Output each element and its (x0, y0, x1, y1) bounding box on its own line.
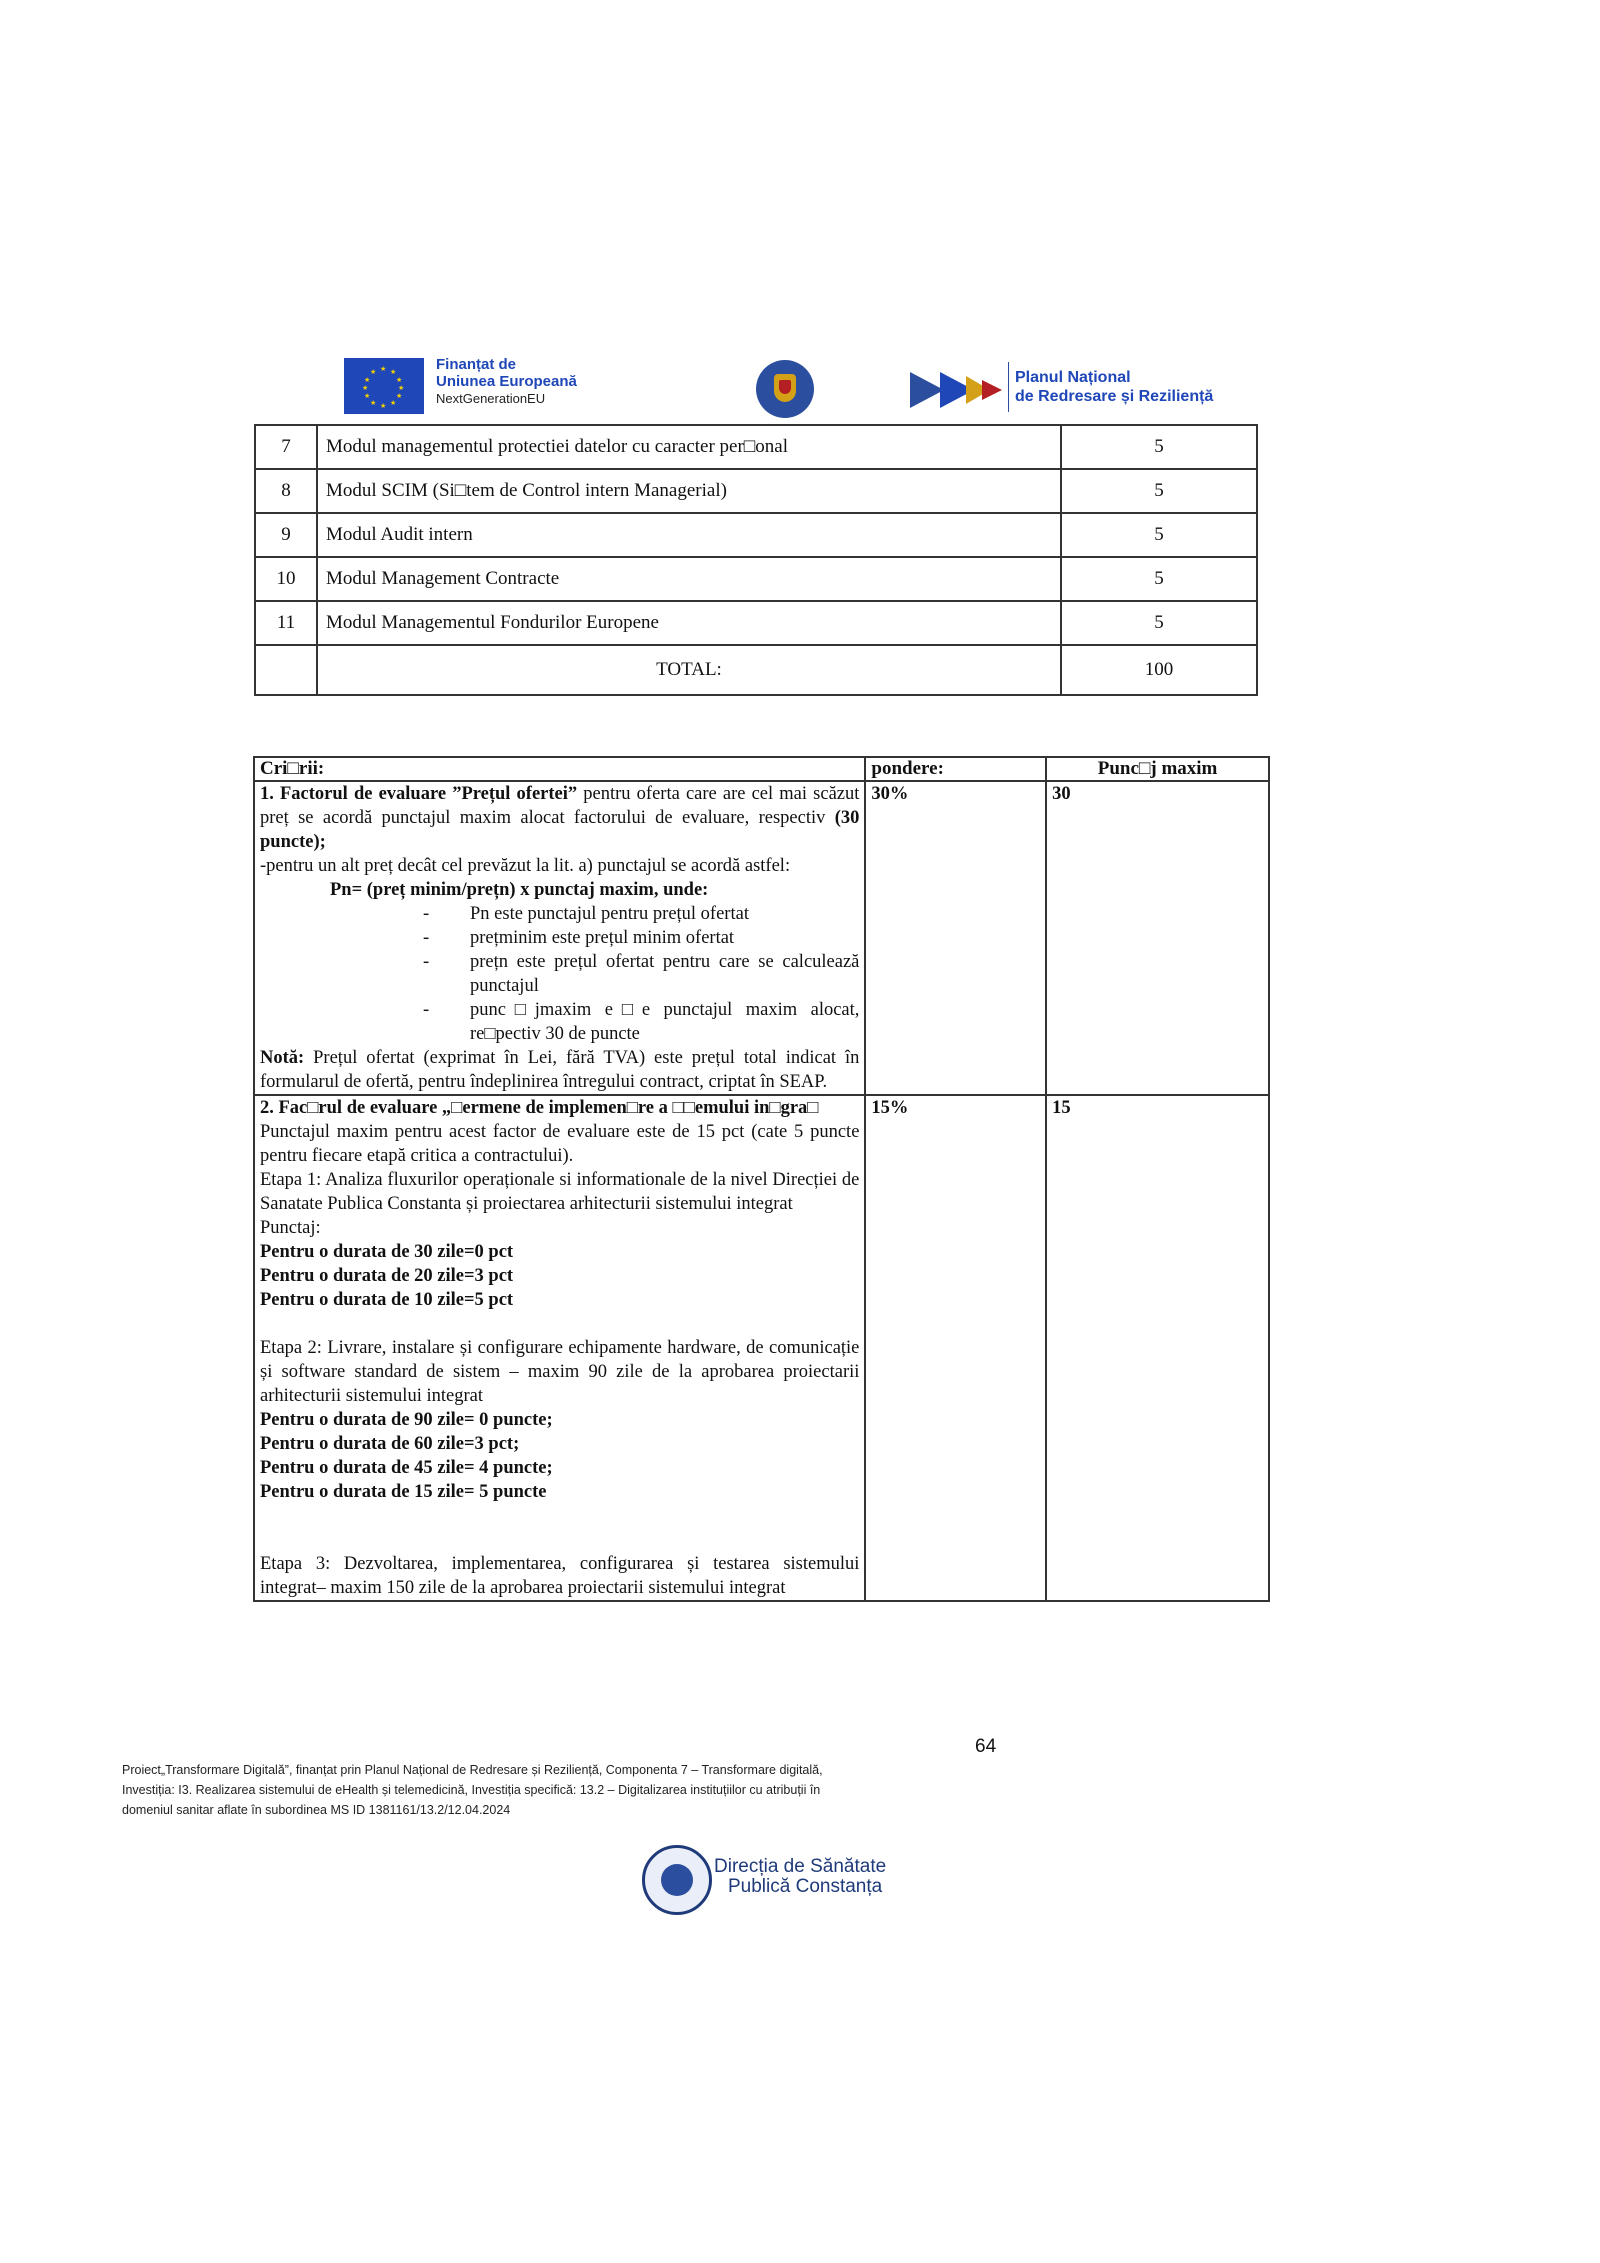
criteria-table (253, 756, 1270, 1602)
criterion-deadlines-description (254, 1095, 865, 1601)
list-item: Pentru o durata de 60 zile=3 pct; (260, 1434, 520, 1454)
table-row (255, 469, 1257, 513)
row-number: 9 (255, 513, 317, 557)
total-row (255, 645, 1257, 695)
price-title: 1. Factorul de evaluare ”Prețul ofertei” (260, 784, 578, 804)
list-item: Pentru o durata de 15 zile= 5 puncte (260, 1482, 547, 1502)
module-points: 5 (1061, 425, 1257, 469)
row-number: 10 (255, 557, 317, 601)
list-item: Pentru o durata de 10 zile=5 pct (260, 1290, 514, 1310)
stage-3-text: Etapa 3: Dezvoltarea, implementarea, configurarea și testarea sistemului integrat– maxim 150 zile de la aprobarea proiectarii sistemului integrat (260, 1554, 860, 1598)
stage-1-punctaj: Punctaj: (260, 1218, 321, 1238)
row-number: 11 (255, 601, 317, 645)
deadlines-intro: Punctajul maxim pentru acest factor de evaluare este de 15 pct (cate 5 puncte pentru fiecare etapă critica a contractului). (260, 1122, 860, 1166)
footer-line-3: domeniul sanitar aflate în subordinea MS ID 1381161/13.2/12.04.2024 (122, 1803, 511, 1817)
criteria-header-row (254, 757, 1269, 781)
deadlines-max: 15 (1046, 1095, 1269, 1601)
price-weight: 30% (865, 781, 1046, 1095)
eu-flag-logo: ★ ★ ★ ★ ★ ★ ★ ★ ★ ★ ★ ★ (344, 358, 424, 414)
module-name: Modul Audit intern (317, 513, 1061, 557)
criteria-row-price (254, 781, 1269, 1095)
module-name: Modul SCIM (Si□tem de Control intern Managerial) (317, 469, 1061, 513)
list-item: Pentru o durata de 20 zile=3 pct (260, 1266, 514, 1286)
module-points: 5 (1061, 557, 1257, 601)
list-item: - punc□jmaxim e□e punctajul maxim alocat, re□pectiv 30 de puncte (470, 998, 859, 1046)
modules-table (254, 424, 1258, 696)
pnrr-line-1: Planul Național (1015, 369, 1131, 386)
module-name: Modul managementul protectiei datelor cu caracter per□onal (317, 425, 1061, 469)
list-item: Pentru o durata de 45 zile= 4 puncte; (260, 1458, 553, 1478)
module-points: 5 (1061, 469, 1257, 513)
table-row (255, 425, 1257, 469)
note-text: Prețul ofertat (exprimat în Lei, fără TVA) este prețul total indicat în formularul de ofertă, pentru îndeplinirea întregului contract, criptat în SEAP. (260, 1048, 860, 1092)
dsp-seal-logo (642, 1845, 712, 1915)
dsp-line-2: Publică Constanța (728, 1876, 883, 1897)
project-footer (122, 1760, 982, 1820)
dsp-logo-block (642, 1845, 962, 1913)
header-max-score: Punc□j maxim (1046, 757, 1269, 781)
list-item: Pentru o durata de 90 zile= 0 puncte; (260, 1410, 553, 1430)
pnrr-divider (1008, 362, 1009, 412)
pnrr-text (1015, 368, 1213, 406)
total-empty-cell (255, 645, 317, 695)
stage-2-text: Etapa 2: Livrare, instalare și configurare echipamente hardware, de comunicație și software standard de sistem – maxim 90 zile de la aprobarea proiectarii arhitecturii sistemului integrat (260, 1338, 860, 1406)
list-item: Pentru o durata de 30 zile=0 pct (260, 1242, 514, 1262)
price-other-rule: -pentru un alt preț decât cel prevăzut la lit. a) punctajul se acordă astfel: (260, 856, 791, 876)
row-number: 8 (255, 469, 317, 513)
price-max: 30 (1046, 781, 1269, 1095)
criteria-row-deadlines (254, 1095, 1269, 1601)
module-name: Modul Management Contracte (317, 557, 1061, 601)
page-number: 64 (975, 1736, 997, 1757)
deadlines-title: 2. Fac□rul de evaluare „□ermene de implemen□re a □□emului in□gra□ (260, 1098, 819, 1118)
pnrr-arrows-logo (910, 368, 1006, 412)
note-label: Notă: (260, 1048, 305, 1068)
total-value: 100 (1061, 645, 1257, 695)
deadlines-weight: 15% (865, 1095, 1046, 1601)
price-max-points: (30 puncte); (260, 808, 860, 852)
stage-1-text: Etapa 1: Analiza fluxurilor operaționale si informationale de la nivel Direcției de Sanatate Publica Constanta și proiectarea arhitecturii sistemului integrat (260, 1170, 860, 1214)
page-header (344, 354, 1224, 422)
formula-legend-list (260, 902, 859, 1046)
eu-line-3: NextGenerationEU (436, 391, 546, 406)
header-weight: pondere: (865, 757, 1046, 781)
row-number: 7 (255, 425, 317, 469)
list-item: - Pn este punctajul pentru prețul ofertat (470, 902, 859, 926)
module-name: Modul Managementul Fondurilor Europene (317, 601, 1061, 645)
eu-funding-text (436, 356, 577, 407)
footer-line-1: Proiect„Transformare Digitală”, finanțat prin Planul Național de Redresare și Reziliență, Componenta 7 – Transformare digitală, (122, 1763, 823, 1777)
spacer (260, 1312, 859, 1336)
footer-line-2: Investiția: I3. Realizarea sistemului de eHealth și telemedicină, Investiția specifică: 13.2 – Digitalizarea instituțiilor cu atribuții în (122, 1783, 821, 1797)
table-row (255, 513, 1257, 557)
list-item: - prețn este prețul ofertat pentru care se calculează punctajul (470, 950, 859, 998)
list-item: - prețminim este prețul minim ofertat (470, 926, 859, 950)
module-points: 5 (1061, 601, 1257, 645)
price-formula: Pn= (preț minim/prețn) x punctaj maxim, unde: (330, 880, 709, 900)
price-note (260, 1046, 859, 1094)
table-row (255, 601, 1257, 645)
total-label: TOTAL: (317, 645, 1061, 695)
eu-line-2: Uniunea Europeană (436, 373, 577, 390)
dsp-name (714, 1857, 886, 1897)
module-points: 5 (1061, 513, 1257, 557)
criterion-price-description (254, 781, 865, 1095)
table-row (255, 557, 1257, 601)
price-intro (260, 782, 859, 854)
pnrr-line-2: de Redresare și Reziliență (1015, 388, 1214, 405)
price-intro-text: pentru oferta care are cel mai scăzut preț se acordă punctajul maxim alocat factorului de evaluare, respectiv (260, 784, 860, 828)
eu-line-1: Finanțat de (436, 356, 517, 373)
dsp-line-1: Direcția de Sănătate (714, 1856, 887, 1877)
romania-crest-logo (756, 360, 814, 418)
spacer (260, 1504, 859, 1552)
header-criteria: Cri□rii: (254, 757, 865, 781)
